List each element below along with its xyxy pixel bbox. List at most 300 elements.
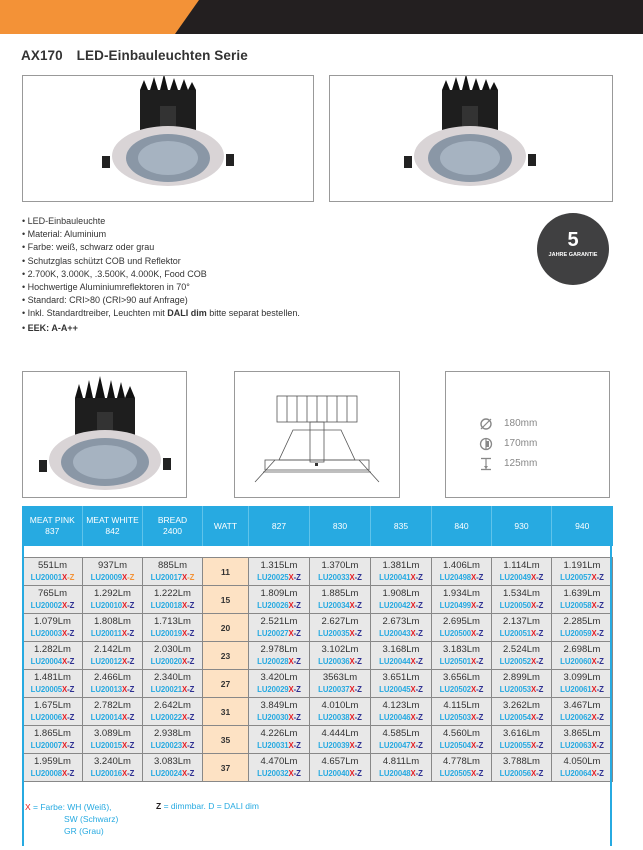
table-row — [23, 698, 613, 726]
cutout-icon — [478, 437, 494, 451]
code-suffix-separator: - — [476, 656, 479, 666]
table-row — [23, 558, 613, 586]
product-code — [432, 656, 491, 668]
table-cell — [432, 642, 492, 670]
code-suffix-color: X — [531, 572, 537, 582]
code-suffix-separator: - — [536, 712, 539, 722]
code-suffix-color: X — [62, 684, 68, 694]
code-base: LU20059 — [560, 628, 592, 638]
product-code — [310, 768, 370, 780]
code-base: LU20002 — [30, 600, 63, 610]
table-cell — [83, 614, 143, 642]
legend-x-line2: SW (Schwarz) — [64, 814, 119, 824]
code-base: LU20003 — [30, 628, 63, 638]
feature-item: • Standard: CRI>80 (CRI>90 auf Anfrage) — [22, 295, 188, 306]
code-base: LU20047 — [379, 740, 411, 750]
product-code — [83, 712, 142, 724]
code-base: LU20035 — [318, 628, 350, 638]
code-base: LU20020 — [150, 656, 183, 666]
code-suffix-separator: - — [67, 600, 70, 610]
table-cell — [83, 698, 143, 726]
code-base: LU20014 — [90, 712, 123, 722]
code-base: LU20001 — [30, 572, 63, 582]
table-cell — [23, 726, 83, 754]
page-title — [21, 48, 248, 63]
column-header-label: 827 — [271, 520, 287, 531]
product-code — [143, 656, 202, 668]
product-code — [371, 740, 431, 752]
code-base: LU20062 — [560, 712, 592, 722]
code-suffix-separator: - — [354, 572, 358, 582]
product-code — [23, 684, 82, 696]
code-base: LU20503 — [439, 712, 472, 722]
watt-value: 23 — [203, 642, 249, 670]
table-cell — [432, 614, 492, 642]
code-suffix-dim: Z — [418, 768, 423, 778]
product-code — [83, 600, 142, 612]
code-suffix-color: X — [122, 656, 128, 666]
legend-x-line3: GR (Grau) — [64, 826, 104, 836]
code-suffix-separator: - — [293, 684, 297, 694]
code-suffix-separator: - — [187, 712, 190, 722]
product-code — [23, 656, 82, 668]
code-suffix-color: X — [182, 712, 188, 722]
dimension-height: 125mm — [478, 454, 537, 474]
code-suffix-separator: - — [476, 768, 479, 778]
legend-x-key: X — [25, 802, 31, 812]
lumen-value: 3.467Lm — [563, 699, 601, 711]
code-suffix-dim: Z — [69, 740, 75, 750]
product-code — [492, 684, 551, 696]
code-suffix-dim: Z — [599, 684, 604, 694]
lumen-value: 1.713Lm — [154, 615, 191, 627]
lumen-value: 3.656Lm — [443, 671, 480, 683]
code-suffix-separator: - — [67, 712, 70, 722]
code-suffix-color: X — [288, 656, 294, 666]
table-cell — [492, 754, 552, 782]
code-suffix-dim: Z — [357, 768, 362, 778]
lumen-value: 1.381Lm — [382, 559, 420, 571]
lumen-value: 1.808Lm — [94, 615, 131, 627]
column-header-sublabel: 2400 — [163, 526, 182, 536]
product-code — [371, 572, 431, 584]
code-suffix-separator: - — [67, 628, 70, 638]
code-suffix-separator: - — [415, 768, 419, 778]
code-suffix-separator: - — [127, 768, 130, 778]
code-suffix-separator: - — [476, 712, 479, 722]
code-suffix-color: X — [471, 712, 477, 722]
table-cell — [249, 670, 310, 698]
code-suffix-separator: - — [293, 712, 297, 722]
lumen-value: 551Lm — [37, 559, 68, 571]
code-base: LU20040 — [318, 768, 350, 778]
code-base: LU20053 — [499, 684, 532, 694]
code-suffix-dim: Z — [599, 656, 604, 666]
code-suffix-separator: - — [67, 768, 70, 778]
code-suffix-color: X — [591, 656, 597, 666]
table-cell — [23, 586, 83, 614]
code-base: LU20007 — [30, 740, 63, 750]
code-suffix-color: X — [349, 740, 355, 750]
code-suffix-color: X — [531, 628, 537, 638]
code-suffix-color: X — [288, 628, 294, 638]
lumen-value: 1.282Lm — [34, 643, 71, 655]
code-base: LU20039 — [318, 740, 350, 750]
table-cell — [552, 558, 613, 586]
code-suffix-dim: Z — [296, 572, 301, 582]
table-cell — [432, 726, 492, 754]
table-cell — [23, 614, 83, 642]
code-suffix-color: X — [62, 712, 68, 722]
code-suffix-color: X — [349, 628, 355, 638]
lumen-value: 1.191Lm — [563, 559, 601, 571]
code-suffix-color: X — [591, 572, 597, 582]
column-header — [83, 506, 143, 546]
product-code — [432, 740, 491, 752]
code-suffix-separator: - — [476, 684, 479, 694]
code-suffix-color: X — [182, 768, 188, 778]
code-suffix-dim: Z — [296, 712, 301, 722]
code-suffix-separator: - — [596, 656, 600, 666]
technical-drawing — [234, 371, 400, 498]
code-base: LU20036 — [318, 656, 350, 666]
code-base: LU20504 — [439, 740, 472, 750]
downlight-photo-icon — [330, 76, 612, 201]
lumen-value: 4.444Lm — [321, 727, 359, 739]
lumen-spec-table — [22, 506, 613, 782]
downlight-photo-icon — [23, 372, 186, 497]
code-suffix-color: X — [182, 572, 188, 582]
code-base: LU20061 — [560, 684, 592, 694]
code-base: LU20057 — [560, 572, 592, 582]
code-suffix-color: X — [62, 740, 68, 750]
table-cell — [143, 558, 203, 586]
watt-value: 27 — [203, 670, 249, 698]
product-code — [432, 712, 491, 724]
feature-item: • Hochwertige Aluminiumreflektoren in 70° — [22, 282, 190, 293]
table-cell — [492, 586, 552, 614]
code-suffix-dim: Z — [69, 628, 75, 638]
lumen-value: 2.524Lm — [503, 643, 540, 655]
code-suffix-dim: Z — [599, 712, 604, 722]
table-row — [23, 614, 613, 642]
lumen-value: 4.470Lm — [260, 755, 298, 767]
code-suffix-dim: Z — [357, 572, 362, 582]
lumen-value: 4.585Lm — [382, 727, 420, 739]
warranty-label: JAHRE GARANTIE — [548, 252, 598, 258]
table-cell — [83, 558, 143, 586]
code-suffix-color: X — [410, 712, 416, 722]
code-suffix-color: X — [349, 656, 355, 666]
table-cell — [492, 558, 552, 586]
code-suffix-separator: - — [67, 740, 70, 750]
code-suffix-separator: - — [187, 656, 190, 666]
product-code — [310, 628, 370, 640]
code-suffix-separator: - — [596, 768, 600, 778]
table-cell — [249, 754, 310, 782]
code-suffix-color: X — [288, 684, 294, 694]
code-suffix-separator: - — [67, 684, 70, 694]
lumen-value: 1.406Lm — [443, 559, 480, 571]
code-suffix-separator: - — [187, 628, 190, 638]
lumen-value: 1.639Lm — [563, 587, 601, 599]
product-code — [23, 600, 82, 612]
lumen-value: 1.959Lm — [34, 755, 71, 767]
product-code — [23, 740, 82, 752]
watt-value: 20 — [203, 614, 249, 642]
product-code — [371, 656, 431, 668]
lumen-value: 1.865Lm — [34, 727, 71, 739]
code-base: LU20063 — [560, 740, 592, 750]
code-suffix-separator: - — [536, 656, 539, 666]
table-cell — [310, 586, 371, 614]
code-base: LU20058 — [560, 600, 592, 610]
code-suffix-color: X — [471, 572, 477, 582]
table-cell — [310, 614, 371, 642]
code-base: LU20033 — [318, 572, 350, 582]
code-suffix-dim: Z — [538, 600, 544, 610]
code-suffix-color: X — [591, 768, 597, 778]
column-header-label: WATT — [213, 520, 238, 531]
table-cell — [249, 614, 310, 642]
code-suffix-dim: Z — [418, 628, 423, 638]
code-suffix-separator: - — [354, 712, 358, 722]
code-suffix-color: X — [182, 628, 188, 638]
lumen-value: 3.240Lm — [94, 755, 131, 767]
lumen-value: 2.782Lm — [94, 699, 131, 711]
code-suffix-dim: Z — [296, 768, 301, 778]
code-suffix-dim: Z — [478, 712, 484, 722]
lumen-value: 1.809Lm — [260, 587, 298, 599]
product-code — [249, 712, 309, 724]
table-cell — [432, 670, 492, 698]
table-cell — [143, 614, 203, 642]
lumen-value: 2.899Lm — [503, 671, 540, 683]
table-cell — [249, 698, 310, 726]
header-banner — [0, 0, 643, 34]
code-suffix-color: X — [471, 628, 477, 638]
code-suffix-color: X — [531, 768, 537, 778]
product-code — [143, 740, 202, 752]
table-cell — [371, 614, 432, 642]
product-code — [310, 740, 370, 752]
table-cell — [432, 586, 492, 614]
code-base: LU20505 — [439, 768, 472, 778]
product-image-1 — [22, 75, 314, 202]
code-suffix-dim: Z — [599, 740, 604, 750]
lumen-value: 937Lm — [97, 559, 128, 571]
code-base: LU20044 — [379, 656, 411, 666]
code-base: LU20025 — [257, 572, 289, 582]
feature-item: • EEK: A-A++ — [22, 322, 78, 333]
code-base: LU20032 — [257, 768, 289, 778]
code-base: LU20029 — [257, 684, 289, 694]
lumen-value: 1.292Lm — [94, 587, 131, 599]
product-code — [143, 572, 202, 584]
feature-item: • Material: Aluminium — [22, 229, 107, 240]
column-header-label: MEAT PINK — [29, 515, 75, 525]
code-suffix-separator: - — [536, 572, 539, 582]
lumen-value: 1.534Lm — [503, 587, 540, 599]
code-base: LU20030 — [257, 712, 289, 722]
diameter-icon — [478, 417, 494, 431]
code-suffix-dim: Z — [478, 656, 484, 666]
product-code — [310, 712, 370, 724]
code-base: LU20019 — [150, 628, 183, 638]
table-cell — [23, 558, 83, 586]
downlight-photo-icon — [23, 76, 313, 201]
table-spacer — [23, 546, 613, 558]
product-code — [492, 656, 551, 668]
code-suffix-dim: Z — [478, 600, 484, 610]
product-code — [23, 712, 82, 724]
watt-value: 31 — [203, 698, 249, 726]
lumen-value: 3.083Lm — [154, 755, 191, 767]
legend-z-key: Z — [156, 801, 162, 811]
code-suffix-dim: Z — [599, 600, 604, 610]
code-base: LU20499 — [439, 600, 472, 610]
table-cell — [310, 754, 371, 782]
table-cell — [492, 642, 552, 670]
code-suffix-separator: - — [476, 628, 479, 638]
table-row — [23, 586, 613, 614]
column-header-sublabel: 837 — [45, 526, 60, 536]
lumen-value: 3.865Lm — [563, 727, 601, 739]
product-code — [432, 684, 491, 696]
code-suffix-dim: Z — [296, 600, 301, 610]
code-suffix-color: X — [122, 768, 128, 778]
code-suffix-dim: Z — [189, 656, 195, 666]
code-suffix-separator: - — [293, 572, 297, 582]
code-suffix-separator: - — [127, 572, 130, 582]
table-cell — [143, 698, 203, 726]
table-cell — [143, 726, 203, 754]
code-suffix-separator: - — [354, 628, 358, 638]
code-suffix-separator: - — [596, 628, 600, 638]
table-cell — [83, 754, 143, 782]
code-suffix-separator: - — [596, 740, 600, 750]
product-code — [492, 572, 551, 584]
column-header — [492, 506, 552, 546]
dimension-diameter: 180mm — [478, 414, 537, 434]
table-cell — [310, 558, 371, 586]
code-suffix-color: X — [471, 656, 477, 666]
lumen-value: 3.089Lm — [94, 727, 131, 739]
product-code — [143, 628, 202, 640]
table-row — [23, 642, 613, 670]
code-suffix-dim: Z — [418, 656, 423, 666]
column-header-label: 940 — [575, 520, 590, 531]
code-suffix-separator: - — [354, 684, 358, 694]
code-base: LU20026 — [257, 600, 289, 610]
product-photo-large — [22, 371, 187, 498]
product-code — [310, 600, 370, 612]
lumen-value: 2.698Lm — [563, 643, 601, 655]
code-suffix-separator: - — [536, 600, 539, 610]
code-suffix-color: X — [62, 572, 68, 582]
code-suffix-dim: Z — [418, 600, 423, 610]
code-suffix-separator: - — [476, 740, 479, 750]
code-suffix-separator: - — [596, 600, 600, 610]
lumen-value: 2.285Lm — [563, 615, 601, 627]
lumen-value: 3.099Lm — [563, 671, 601, 683]
code-suffix-color: X — [531, 684, 537, 694]
feature-item: • Farbe: weiß, schwarz oder grau — [22, 242, 155, 253]
code-base: LU20048 — [379, 768, 411, 778]
product-code — [310, 656, 370, 668]
lumen-value: 1.370Lm — [321, 559, 359, 571]
lumen-value: 3.420Lm — [260, 671, 298, 683]
code-suffix-separator: - — [536, 684, 539, 694]
code-suffix-separator: - — [293, 768, 297, 778]
code-suffix-color: X — [349, 572, 355, 582]
code-suffix-separator: - — [596, 572, 600, 582]
code-suffix-dim: Z — [478, 768, 484, 778]
code-base: LU20005 — [30, 684, 63, 694]
table-cell — [143, 754, 203, 782]
code-base: LU20502 — [439, 684, 472, 694]
code-suffix-separator: - — [596, 684, 600, 694]
code-suffix-dim: Z — [129, 684, 135, 694]
column-header — [432, 506, 492, 546]
code-suffix-separator: - — [67, 656, 70, 666]
code-suffix-separator: - — [354, 656, 358, 666]
code-suffix-dim: Z — [189, 572, 195, 582]
table-cell — [310, 698, 371, 726]
product-code — [552, 572, 612, 584]
code-suffix-dim: Z — [538, 572, 544, 582]
code-suffix-color: X — [349, 600, 355, 610]
feature-item: • Inkl. Standardtreiber, Leuchten mit DALI dim bitte separat bestellen. — [22, 308, 300, 319]
table-row — [23, 754, 613, 782]
code-suffix-separator: - — [354, 600, 358, 610]
table-row — [23, 726, 613, 754]
lumen-value: 2.695Lm — [443, 615, 480, 627]
table-cell — [552, 698, 613, 726]
lumen-value: 1.934Lm — [443, 587, 480, 599]
code-suffix-dim: Z — [478, 740, 484, 750]
code-suffix-dim: Z — [418, 572, 423, 582]
product-code — [371, 684, 431, 696]
code-base: LU20006 — [30, 712, 63, 722]
code-suffix-separator: - — [187, 740, 190, 750]
code-suffix-separator: - — [415, 600, 419, 610]
code-suffix-dim: Z — [129, 768, 135, 778]
code-suffix-color: X — [62, 628, 68, 638]
code-suffix-color: X — [531, 600, 537, 610]
lumen-value: 3.102Lm — [321, 643, 359, 655]
code-suffix-color: X — [410, 768, 416, 778]
code-base: LU20023 — [150, 740, 183, 750]
code-suffix-color: X — [182, 600, 188, 610]
lumen-value: 3.651Lm — [382, 671, 420, 683]
code-suffix-separator: - — [127, 600, 130, 610]
code-suffix-dim: Z — [478, 628, 484, 638]
product-code — [432, 600, 491, 612]
code-suffix-dim: Z — [189, 600, 195, 610]
code-suffix-dim: Z — [129, 600, 135, 610]
lumen-value: 3.168Lm — [382, 643, 420, 655]
lumen-value: 2.938Lm — [154, 727, 191, 739]
code-suffix-separator: - — [415, 628, 419, 638]
code-suffix-dim: Z — [129, 628, 135, 638]
table-cell — [371, 754, 432, 782]
product-code — [492, 628, 551, 640]
table-cell — [492, 670, 552, 698]
warranty-years: 5 — [567, 229, 579, 251]
code-base: LU20498 — [439, 572, 472, 582]
lumen-value: 4.123Lm — [382, 699, 420, 711]
